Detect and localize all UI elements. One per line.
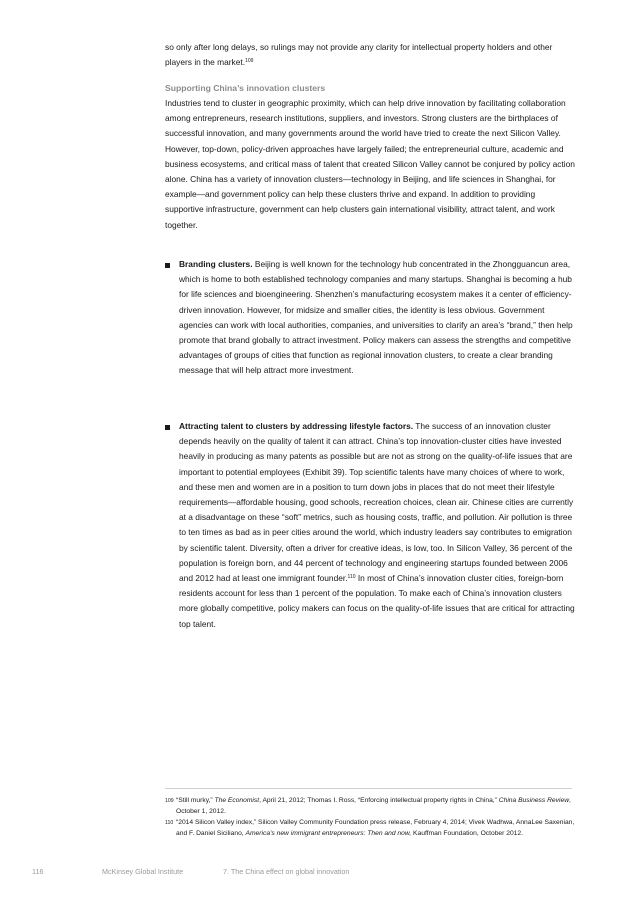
section-heading: Supporting China’s innovation clusters (165, 83, 326, 93)
footnote-text (176, 818, 575, 839)
footnote-ref-110[interactable]: 110 (347, 574, 356, 581)
footer-chapter: 7. The China effect on global innovation (223, 867, 350, 876)
footnote-text (176, 796, 575, 817)
footer-publisher: McKinsey Global Institute (102, 867, 184, 876)
footnote-ref-109[interactable]: 109 (245, 58, 254, 65)
footnote-110 (165, 818, 575, 839)
bullet-lead: Attracting talent to clusters by addressing lifestyle factors. (179, 421, 414, 431)
intro-paragraph-text: so only after long delays, so rulings may not provide any clarity for intellectual property holders and other players in the market. (165, 42, 553, 68)
page-number: 116 (32, 867, 44, 876)
footnote-source-title: America’s new immigrant entrepreneurs: Then and now, (245, 829, 412, 837)
footnote-text-part: “2014 Silicon Valley index,” Silicon Valley Community Foundation press release, February 4, 2014; Vivek Wadhwa, AnnaLee Saxenian, and F. Daniel Siciliano, (176, 819, 575, 837)
footnote-number: 109 (165, 798, 174, 804)
bullet-body-continued: In most of China’s innovation cluster cities, foreign-born residents account for less than 1 percent of the population. To make each of China’s innovation clusters more globally competitive, policy makers can focus on the quality-of-life issues that are critical for attracting top talent. (179, 573, 575, 629)
footnote-source-title: China Business Review (498, 797, 570, 804)
footnote-text-part: , October 1, 2012. (176, 797, 571, 815)
bullet-text (179, 257, 575, 379)
intro-paragraph (165, 40, 575, 70)
bullet-text (179, 419, 575, 632)
bullet-body: Beijing is well known for the technology hub concentrated in the Zhongguancun area, which is home to both established technology companies and many startups. Shanghai is becoming a hub for life sciences and bioengineering. Shenzhen’s manufacturing ecosystem makes it a center of efficiency-driven innovation. However, for midsize and smaller cities, the identity is less obvious. Government agencies can work with local authorities, companies, and universities to clarify an area’s “brand,” then help promote that brand globally to attract investment. Policy makers can assess the strengths and competitive advantages of groups of cities that function as regional innovation clusters, to create a clear branding message that will help attract more investment. (179, 259, 573, 376)
square-bullet-icon (165, 263, 170, 268)
square-bullet-icon (165, 425, 170, 430)
footnote-text-part: “Still murky,” (176, 797, 215, 804)
footnote-text-part: Kauffman Foundation, October 2012. (411, 829, 523, 837)
bullet-lead: Branding clusters. (179, 259, 253, 269)
footnote-divider (165, 788, 572, 789)
footnote-text-part: , April 21, 2012; Thomas I. Ross, “Enforcing intellectual property rights in China,” (259, 797, 499, 804)
footnote-109 (165, 796, 575, 817)
section-paragraph: Industries tend to cluster in geographic proximity, which can help drive innovation by facilitating collaboration among entrepreneurs, research institutions, suppliers, and investors. Strong clusters are the birthplaces of successful innovation, and many governments around the world have tried to create the next Silicon Valley. However, top-down, policy-driven approaches have largely failed; the entrepreneurial culture, academic and business ecosystems, and critical mass of talent that created Silicon Valley cannot be conjured by policy action alone. China has a variety of innovation clusters—technology in Beijing, and life sciences in Shanghai, for example—and government policy can help these clusters thrive and expand. In addition to providing supportive infrastructure, government can help clusters gain international visibility, attract talent, and work together. (165, 98, 575, 230)
footnote-number: 110 (165, 820, 174, 826)
bullet-body: The success of an innovation cluster depends heavily on the quality of talent it can attract. China’s top innovation-cluster cities have invested heavily in producing as many patents as possible but are not as strong on the quality-of-life issues that are important to potential employees (Exhibit 39). Top scientific talents have many choices of where to work, and these men and women are in a position to turn down jobs in places that do not meet their lifestyle requirements—affordable housing, good schools, recreation choices, clean air. Chinese cities are currently at a disadvantage on these “soft” metrics, such as housing costs, traffic, and pollution. Air pollution is three to ten times as bad as in peer cities around the world, which industry leaders say contributes to emigration by scientific talent. Diversity, often a driver for creative ideas, is low, too. In Silicon Valley, 36 percent of the population is foreign born, and 44 percent of technology and engineering startups founded between 2006 and 2012 had at least one immigrant founder. (179, 421, 574, 584)
footnote-source-title: The Economist (214, 797, 260, 804)
